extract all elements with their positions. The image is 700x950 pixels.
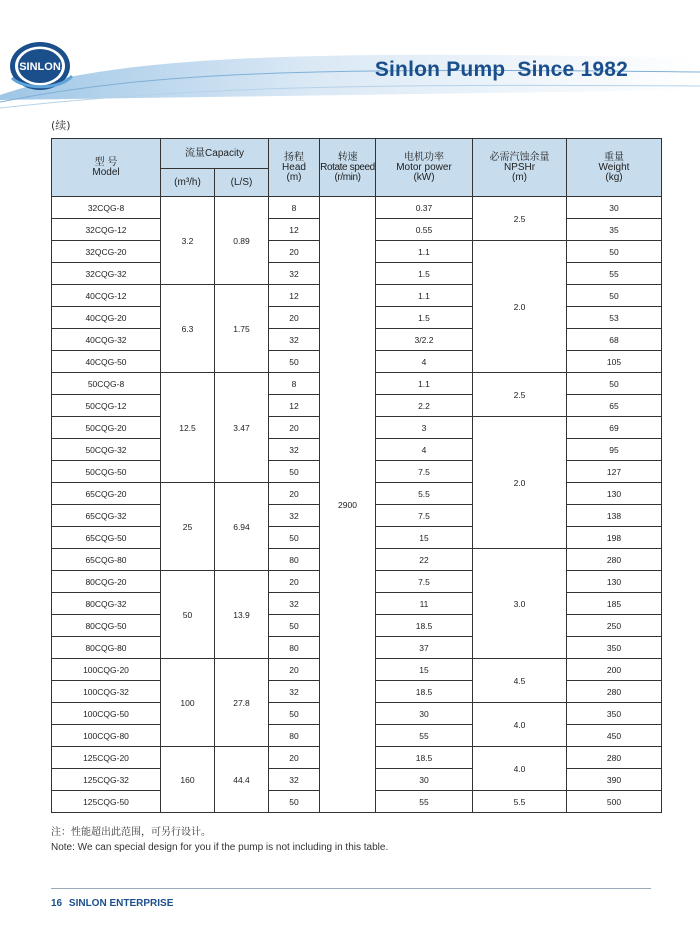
power-cell: 11 bbox=[376, 593, 473, 615]
head-cell: 50 bbox=[269, 703, 320, 725]
model-cell: 50CQG-32 bbox=[52, 439, 161, 461]
head-cell: 50 bbox=[269, 791, 320, 813]
continued-label: (续) bbox=[51, 119, 71, 132]
npshr-cell: 2.0 bbox=[473, 417, 567, 549]
weight-cell: 250 bbox=[567, 615, 662, 637]
model-cell: 125CQG-32 bbox=[52, 769, 161, 791]
weight-cell: 450 bbox=[567, 725, 662, 747]
capacity-ls-cell: 27.8 bbox=[215, 659, 269, 747]
power-cell: 55 bbox=[376, 791, 473, 813]
capacity-m3h-cell: 160 bbox=[161, 747, 215, 813]
logo-text: SINLON bbox=[19, 61, 61, 73]
head-cell: 12 bbox=[269, 219, 320, 241]
head-cell: 20 bbox=[269, 571, 320, 593]
power-cell: 2.2 bbox=[376, 395, 473, 417]
head-cell: 50 bbox=[269, 351, 320, 373]
weight-cell: 130 bbox=[567, 483, 662, 505]
capacity-ls-cell: 0.89 bbox=[215, 197, 269, 285]
power-cell: 3 bbox=[376, 417, 473, 439]
weight-cell: 95 bbox=[567, 439, 662, 461]
head-cell: 32 bbox=[269, 681, 320, 703]
page-footer bbox=[51, 898, 177, 909]
model-cell: 32CQG-32 bbox=[52, 263, 161, 285]
head-cell: 8 bbox=[269, 373, 320, 395]
power-cell: 30 bbox=[376, 703, 473, 725]
power-cell: 4 bbox=[376, 351, 473, 373]
model-cell: 50CQG-20 bbox=[52, 417, 161, 439]
capacity-m3h-cell: 6.3 bbox=[161, 285, 215, 373]
model-cell: 50CQG-50 bbox=[52, 461, 161, 483]
col-header-power: 电机功率 Motor power (kW) bbox=[376, 139, 473, 197]
head-cell: 50 bbox=[269, 461, 320, 483]
speed-cell: 2900 bbox=[320, 197, 376, 813]
npshr-cell: 3.0 bbox=[473, 549, 567, 659]
weight-cell: 185 bbox=[567, 593, 662, 615]
power-cell: 1.5 bbox=[376, 307, 473, 329]
weight-cell: 500 bbox=[567, 791, 662, 813]
head-cell: 32 bbox=[269, 329, 320, 351]
weight-cell: 50 bbox=[567, 241, 662, 263]
head-cell: 20 bbox=[269, 241, 320, 263]
model-cell: 32QCG-20 bbox=[52, 241, 161, 263]
model-cell: 32CQG-12 bbox=[52, 219, 161, 241]
weight-cell: 390 bbox=[567, 769, 662, 791]
power-cell: 1.1 bbox=[376, 373, 473, 395]
brand-logo bbox=[4, 38, 82, 98]
model-cell: 40CQG-50 bbox=[52, 351, 161, 373]
power-cell: 7.5 bbox=[376, 505, 473, 527]
model-cell: 125CQG-50 bbox=[52, 791, 161, 813]
power-cell: 7.5 bbox=[376, 461, 473, 483]
col-header-capacity-m3h: (m³/h) bbox=[161, 169, 215, 197]
model-cell: 100CQG-32 bbox=[52, 681, 161, 703]
power-cell: 1.1 bbox=[376, 285, 473, 307]
weight-cell: 53 bbox=[567, 307, 662, 329]
capacity-ls-cell: 1.75 bbox=[215, 285, 269, 373]
table-row bbox=[52, 197, 662, 219]
model-cell: 100CQG-20 bbox=[52, 659, 161, 681]
weight-cell: 280 bbox=[567, 681, 662, 703]
head-cell: 50 bbox=[269, 615, 320, 637]
weight-cell: 68 bbox=[567, 329, 662, 351]
capacity-m3h-cell: 100 bbox=[161, 659, 215, 747]
power-cell: 0.55 bbox=[376, 219, 473, 241]
weight-cell: 280 bbox=[567, 747, 662, 769]
power-cell: 18.5 bbox=[376, 747, 473, 769]
brand-tagline: Sinlon Pump Since 1982 bbox=[374, 58, 628, 81]
head-cell: 20 bbox=[269, 417, 320, 439]
power-cell: 1.1 bbox=[376, 241, 473, 263]
power-cell: 1.5 bbox=[376, 263, 473, 285]
weight-cell: 50 bbox=[567, 285, 662, 307]
capacity-m3h-cell: 25 bbox=[161, 483, 215, 571]
power-cell: 18.5 bbox=[376, 681, 473, 703]
col-header-head: 扬程 Head (m) bbox=[269, 139, 320, 197]
power-cell: 37 bbox=[376, 637, 473, 659]
npshr-cell: 2.5 bbox=[473, 373, 567, 417]
pump-spec-table bbox=[51, 138, 662, 813]
power-cell: 15 bbox=[376, 659, 473, 681]
power-cell: 0.37 bbox=[376, 197, 473, 219]
weight-cell: 138 bbox=[567, 505, 662, 527]
capacity-ls-cell: 13.9 bbox=[215, 571, 269, 659]
weight-cell: 198 bbox=[567, 527, 662, 549]
weight-cell: 280 bbox=[567, 549, 662, 571]
head-cell: 20 bbox=[269, 483, 320, 505]
head-cell: 80 bbox=[269, 549, 320, 571]
model-cell: 80CQG-80 bbox=[52, 637, 161, 659]
footer-company: SINLON ENTERPRISE bbox=[68, 898, 174, 909]
head-cell: 32 bbox=[269, 263, 320, 285]
power-cell: 18.5 bbox=[376, 615, 473, 637]
footer-divider bbox=[51, 888, 651, 889]
capacity-m3h-cell: 12.5 bbox=[161, 373, 215, 483]
npshr-cell: 2.5 bbox=[473, 197, 567, 241]
weight-cell: 200 bbox=[567, 659, 662, 681]
model-cell: 80CQG-32 bbox=[52, 593, 161, 615]
head-cell: 20 bbox=[269, 747, 320, 769]
model-cell: 100CQG-80 bbox=[52, 725, 161, 747]
power-cell: 55 bbox=[376, 725, 473, 747]
col-header-speed: 转速 Rotate speed (r/min) bbox=[320, 139, 376, 197]
npshr-cell: 2.0 bbox=[473, 241, 567, 373]
power-cell: 4 bbox=[376, 439, 473, 461]
note-chinese: 注：性能超出此范围，可另行设计。 bbox=[51, 827, 211, 838]
col-header-model: 型 号 Model bbox=[52, 139, 161, 197]
head-cell: 80 bbox=[269, 637, 320, 659]
model-cell: 40CQG-32 bbox=[52, 329, 161, 351]
model-cell: 65CQG-50 bbox=[52, 527, 161, 549]
weight-cell: 350 bbox=[567, 637, 662, 659]
head-cell: 12 bbox=[269, 285, 320, 307]
model-cell: 40CQG-20 bbox=[52, 307, 161, 329]
model-cell: 65CQG-80 bbox=[52, 549, 161, 571]
note-english: Note: We can special design for you if the pump is not including in this table. bbox=[51, 842, 389, 853]
npshr-cell: 4.0 bbox=[473, 747, 567, 791]
head-cell: 50 bbox=[269, 527, 320, 549]
page-number: 16 bbox=[51, 898, 63, 909]
col-header-capacity-ls: (L/S) bbox=[215, 169, 269, 197]
model-cell: 32CQG-8 bbox=[52, 197, 161, 219]
head-cell: 32 bbox=[269, 439, 320, 461]
npshr-cell: 4.0 bbox=[473, 703, 567, 747]
weight-cell: 105 bbox=[567, 351, 662, 373]
weight-cell: 50 bbox=[567, 373, 662, 395]
model-cell: 50CQG-8 bbox=[52, 373, 161, 395]
npshr-cell: 4.5 bbox=[473, 659, 567, 703]
capacity-ls-cell: 6.94 bbox=[215, 483, 269, 571]
weight-cell: 30 bbox=[567, 197, 662, 219]
power-cell: 30 bbox=[376, 769, 473, 791]
power-cell: 3/2.2 bbox=[376, 329, 473, 351]
col-header-capacity: 流量Capacity bbox=[161, 139, 269, 169]
npshr-cell: 5.5 bbox=[473, 791, 567, 813]
model-cell: 40CQG-12 bbox=[52, 285, 161, 307]
capacity-m3h-cell: 3.2 bbox=[161, 197, 215, 285]
weight-cell: 69 bbox=[567, 417, 662, 439]
model-cell: 65CQG-32 bbox=[52, 505, 161, 527]
model-cell: 65CQG-20 bbox=[52, 483, 161, 505]
col-header-npshr: 必需汽蚀余量 NPSHr (m) bbox=[473, 139, 567, 197]
weight-cell: 350 bbox=[567, 703, 662, 725]
weight-cell: 55 bbox=[567, 263, 662, 285]
power-cell: 15 bbox=[376, 527, 473, 549]
weight-cell: 130 bbox=[567, 571, 662, 593]
capacity-m3h-cell: 50 bbox=[161, 571, 215, 659]
model-cell: 80CQG-50 bbox=[52, 615, 161, 637]
model-cell: 80CQG-20 bbox=[52, 571, 161, 593]
model-cell: 50CQG-12 bbox=[52, 395, 161, 417]
head-cell: 20 bbox=[269, 659, 320, 681]
head-cell: 32 bbox=[269, 769, 320, 791]
col-header-weight: 重量 Weight (kg) bbox=[567, 139, 662, 197]
capacity-ls-cell: 44.4 bbox=[215, 747, 269, 813]
power-cell: 7.5 bbox=[376, 571, 473, 593]
power-cell: 5.5 bbox=[376, 483, 473, 505]
weight-cell: 127 bbox=[567, 461, 662, 483]
head-cell: 12 bbox=[269, 395, 320, 417]
head-cell: 80 bbox=[269, 725, 320, 747]
capacity-ls-cell: 3.47 bbox=[215, 373, 269, 483]
head-cell: 32 bbox=[269, 505, 320, 527]
head-cell: 32 bbox=[269, 593, 320, 615]
power-cell: 22 bbox=[376, 549, 473, 571]
model-cell: 100CQG-50 bbox=[52, 703, 161, 725]
weight-cell: 35 bbox=[567, 219, 662, 241]
weight-cell: 65 bbox=[567, 395, 662, 417]
head-cell: 20 bbox=[269, 307, 320, 329]
model-cell: 125CQG-20 bbox=[52, 747, 161, 769]
head-cell: 8 bbox=[269, 197, 320, 219]
